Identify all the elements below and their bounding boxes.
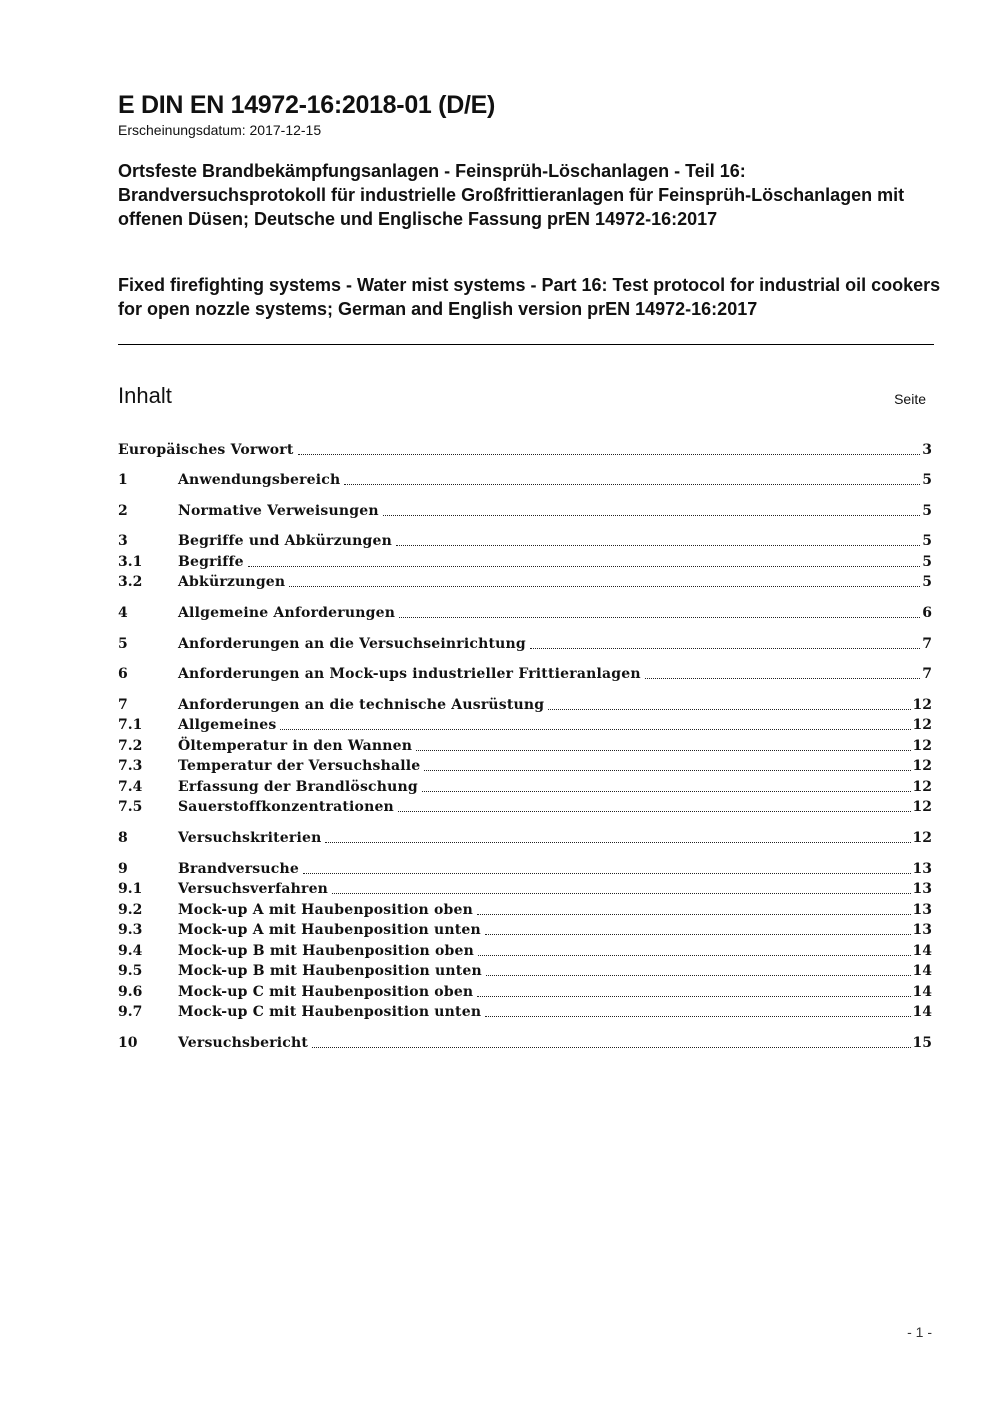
- toc-entry-number: 7.4: [118, 779, 143, 795]
- toc-entry-title: Abkürzungen: [178, 574, 286, 590]
- toc-entry-page: 5: [922, 472, 932, 488]
- toc-entry-number: 9.6: [118, 984, 143, 1000]
- toc-entry[interactable]: [118, 859, 932, 879]
- toc-entry-number: 9.3: [118, 922, 143, 938]
- toc-entry-number: 7.1: [118, 717, 143, 733]
- toc-entry[interactable]: [118, 777, 932, 797]
- toc-entry[interactable]: [118, 572, 932, 592]
- toc-leader: [312, 1047, 910, 1048]
- toc-entry[interactable]: [118, 920, 932, 940]
- toc-entry[interactable]: [118, 501, 932, 521]
- toc-entry-title: Versuchsbericht: [178, 1035, 309, 1051]
- toc-entry-title: Brandversuche: [178, 861, 299, 877]
- toc-entry-page: 12: [912, 779, 932, 795]
- toc-entry-page: 12: [912, 717, 932, 733]
- toc-entry-number: 3.2: [118, 574, 143, 590]
- toc-leader: [332, 893, 910, 894]
- toc-entry-title: Anwendungsbereich: [178, 472, 341, 488]
- toc-entry-title: Normative Verweisungen: [178, 503, 379, 519]
- toc-entry-number: 5: [118, 636, 128, 652]
- toc-entry-number: 10: [118, 1035, 138, 1051]
- toc-entry-number: 9.1: [118, 881, 143, 897]
- toc-entry-page: 14: [912, 1004, 932, 1020]
- toc-entry-title: Begriffe und Abkürzungen: [178, 533, 392, 549]
- toc-entry[interactable]: [118, 736, 932, 756]
- toc-entry-page: 7: [922, 666, 932, 682]
- toc-entry-page: 14: [912, 963, 932, 979]
- toc-entry-page: 3: [922, 442, 932, 458]
- toc-entry-page: 12: [912, 697, 932, 713]
- publication-date: Erscheinungsdatum: 2017-12-15: [118, 122, 322, 138]
- toc-entry-page: 12: [912, 799, 932, 815]
- toc-entry-title: Europäisches Vorwort: [118, 442, 294, 458]
- toc-entry-title: Mock-up A mit Haubenposition oben: [178, 902, 474, 918]
- toc-entry[interactable]: [118, 531, 932, 551]
- toc-entry-number: 7.3: [118, 758, 143, 774]
- toc-entry[interactable]: [118, 879, 932, 899]
- toc-heading: Inhalt: [118, 383, 172, 408]
- toc-entry-title: Mock-up B mit Haubenposition unten: [178, 963, 482, 979]
- toc-entry-title: Versuchsverfahren: [178, 881, 329, 897]
- toc-entry-page: 14: [912, 984, 932, 1000]
- toc-leader: [422, 791, 911, 792]
- toc-entry-page: 5: [922, 554, 932, 570]
- toc-entry[interactable]: [118, 552, 932, 572]
- toc-entry-title: Erfassung der Brandlöschung: [178, 779, 418, 795]
- toc-entry-page: 5: [922, 503, 932, 519]
- document-id: E DIN EN 14972-16:2018-01 (D/E): [118, 91, 495, 119]
- toc-entry-number: 9: [118, 861, 128, 877]
- toc-entry-title: Anforderungen an die Versuchseinrichtung: [178, 636, 526, 652]
- toc-entry-number: 1: [118, 472, 128, 488]
- toc-entry[interactable]: [118, 440, 932, 460]
- toc-entry-title: Anforderungen an die technische Ausrüstung: [178, 697, 545, 713]
- toc-entry-page: 6: [922, 605, 932, 621]
- toc-leader: [325, 842, 910, 843]
- toc-leader: [477, 996, 910, 997]
- toc-entry-title: Versuchskriterien: [178, 830, 322, 846]
- toc-leader: [530, 648, 920, 649]
- toc-entry-number: 9.5: [118, 963, 143, 979]
- toc-entry-number: 7.5: [118, 799, 143, 815]
- toc-entry-page: 12: [912, 830, 932, 846]
- toc-entry-title: Allgemeines: [178, 717, 277, 733]
- toc-leader: [303, 873, 911, 874]
- toc-entry-page: 13: [912, 902, 932, 918]
- toc-entry[interactable]: [118, 634, 932, 654]
- toc-entry-number: 3: [118, 533, 128, 549]
- toc-entry-page: 13: [912, 881, 932, 897]
- toc-leader: [424, 770, 910, 771]
- toc-entry[interactable]: [118, 1002, 932, 1022]
- toc-entry-number: 4: [118, 605, 128, 621]
- toc-entry[interactable]: [118, 756, 932, 776]
- toc-entry[interactable]: [118, 1033, 932, 1053]
- toc-entry-number: 2: [118, 503, 128, 519]
- toc-entry-number: 6: [118, 666, 128, 682]
- toc-leader: [486, 975, 911, 976]
- toc-entry[interactable]: [118, 603, 932, 623]
- toc-entry-page: 5: [922, 574, 932, 590]
- toc-leader: [416, 750, 910, 751]
- toc-entry-title: Mock-up A mit Haubenposition unten: [178, 922, 481, 938]
- toc-entry-page: 13: [912, 861, 932, 877]
- title-german: Ortsfeste Brandbekämpfungsanlagen - Feinsprüh-Löschanlagen - Teil 16: Brandversuchsprotokoll für industrielle Großfrittieranlagen für Feinsprüh-Löschanlagen mit offenen Düsen; Deutsche und Englische Fassung prEN 14972-16:2017: [118, 161, 905, 229]
- toc-entry-title: Allgemeine Anforderungen: [178, 605, 396, 621]
- toc-entry[interactable]: [118, 961, 932, 981]
- toc-entry-page: 14: [912, 943, 932, 959]
- toc-entry-number: 8: [118, 830, 128, 846]
- toc-leader: [248, 566, 920, 567]
- toc-entry[interactable]: [118, 797, 932, 817]
- toc-entry-title: Mock-up B mit Haubenposition oben: [178, 943, 474, 959]
- toc-leader: [398, 811, 911, 812]
- toc-entry-title: Mock-up C mit Haubenposition oben: [178, 984, 474, 1000]
- toc-leader: [298, 454, 921, 455]
- toc-entry-number: 9.4: [118, 943, 143, 959]
- toc-entry-number: 7.2: [118, 738, 143, 754]
- toc-leader: [383, 515, 921, 516]
- toc-leader: [399, 617, 920, 618]
- toc-entry[interactable]: [118, 941, 932, 961]
- title-english: Fixed firefighting systems - Water mist systems - Part 16: Test protocol for industrial oil cookers for open nozzle systems; German and English version prEN 14972-16:2017: [118, 275, 941, 319]
- toc-leader: [485, 934, 911, 935]
- toc-entry-page: 7: [922, 636, 932, 652]
- toc-entry-title: Anforderungen an Mock-ups industrieller Frittieranlagen: [178, 666, 641, 682]
- toc-entry[interactable]: [118, 664, 932, 684]
- toc-entry-title: Mock-up C mit Haubenposition unten: [178, 1004, 482, 1020]
- header-rule: [118, 344, 934, 345]
- toc-leader: [485, 1016, 910, 1017]
- toc-leader: [477, 914, 910, 915]
- toc-entry-number: 9.7: [118, 1004, 143, 1020]
- toc-entry-page: 12: [912, 758, 932, 774]
- toc-leader: [645, 678, 920, 679]
- toc-page-column-label: Seite: [894, 391, 926, 407]
- toc-leader: [344, 484, 920, 485]
- page-number: - 1 -: [907, 1324, 932, 1340]
- toc-entry-number: 7: [118, 697, 128, 713]
- toc-leader: [478, 955, 911, 956]
- toc-entry[interactable]: [118, 982, 932, 1002]
- toc-entry-number: 3.1: [118, 554, 143, 570]
- toc-entry-page: 12: [912, 738, 932, 754]
- toc-entry-page: 15: [912, 1035, 932, 1051]
- toc-leader: [396, 545, 920, 546]
- toc-entry-title: Temperatur der Versuchshalle: [178, 758, 421, 774]
- toc-leader: [548, 709, 910, 710]
- toc-entry[interactable]: [118, 695, 932, 715]
- toc-entry-page: 13: [912, 922, 932, 938]
- toc-entry-page: 5: [922, 533, 932, 549]
- toc-leader: [289, 586, 920, 587]
- toc-entry-title: Begriffe: [178, 554, 244, 570]
- toc-entry[interactable]: [118, 828, 932, 848]
- toc-entry[interactable]: [118, 900, 932, 920]
- toc-entry[interactable]: [118, 470, 932, 490]
- toc-leader: [280, 729, 910, 730]
- toc-entry-title: Öltemperatur in den Wannen: [178, 738, 413, 754]
- toc-entry[interactable]: [118, 715, 932, 735]
- toc-entry-title: Sauerstoffkonzentrationen: [178, 799, 394, 815]
- toc-entry-number: 9.2: [118, 902, 143, 918]
